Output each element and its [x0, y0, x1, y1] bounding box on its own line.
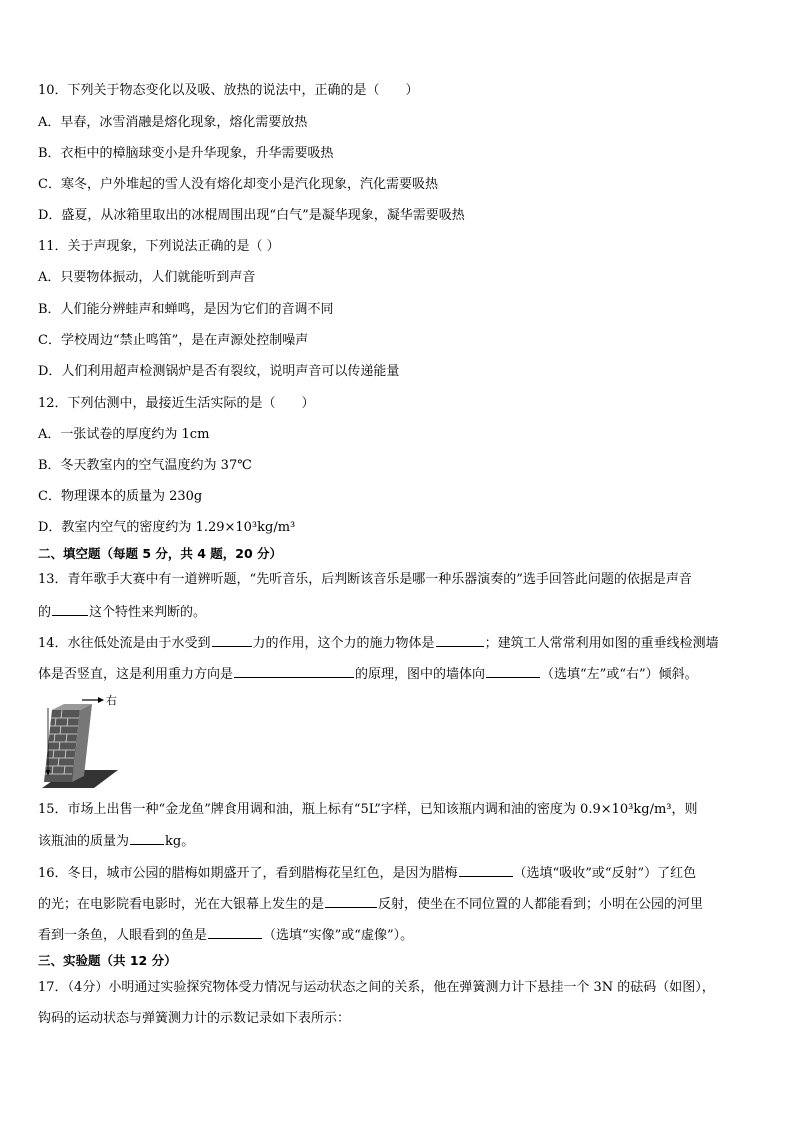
question-17-line-1: 17．（4分）小明通过实验探究物体受力情况与运动状态之间的关系，他在弹簧测力计下悬挂一个 3N 的砝码（如图）， — [38, 980, 715, 995]
question-16-text: 看到一条鱼，人眼看到的鱼是 — [38, 928, 208, 943]
question-12-option-b: B．冬天教室内的空气温度约为 37℃ — [38, 458, 252, 473]
question-16-text: 反射，使坐在不同位置的人都能看到；小明在公园的河里 — [378, 897, 704, 912]
question-16-line-1 — [38, 864, 696, 883]
question-16-text: （选填“实像”或“虚像”）。 — [263, 928, 414, 943]
question-12-option-d: D．教室内空气的密度约为 1.29×10³kg/m³ — [38, 520, 296, 535]
question-12-stem: 12．下列估测中，最接近生活实际的是（ ） — [38, 396, 315, 411]
question-15-text: kg。 — [165, 834, 195, 849]
question-17-line-2: 钩码的运动状态与弹簧测力计的示数记录如下表所示： — [38, 1011, 351, 1026]
answer-blank[interactable] — [212, 634, 252, 647]
answer-blank[interactable] — [459, 864, 513, 877]
answer-blank[interactable] — [130, 832, 164, 845]
question-14-text: 体是否竖直，这是利用重力方向是 — [38, 667, 234, 682]
question-10-option-d: D．盛夏，从冰箱里取出的冰棍周围出现“白气”是凝华现象，凝华需要吸热 — [38, 208, 465, 223]
question-11-option-c: C．学校周边“禁止鸣笛”，是在声源处控制噪声 — [38, 333, 309, 348]
answer-blank[interactable] — [52, 603, 88, 616]
question-11-option-d: D．人们利用超声检测锅炉是否有裂纹，说明声音可以传递能量 — [38, 364, 400, 379]
question-16-line-3 — [38, 926, 413, 945]
question-13-text: 的 — [38, 605, 52, 620]
section-fill-in-heading: 二、填空题（每题 5 分，共 4 题，20 分） — [38, 546, 283, 561]
question-14-text: 的原理，图中的墙体向 — [355, 667, 486, 682]
answer-blank[interactable] — [325, 895, 377, 908]
question-12-option-c: C．物理课本的质量为 230g — [38, 489, 203, 504]
question-11-stem: 11．关于声现象，下列说法正确的是（ ） — [38, 239, 280, 254]
section-experiment-heading: 三、实验题（共 12 分） — [38, 953, 177, 968]
question-14-text: ；建筑工人常常利用如图的重垂线检测墙 — [484, 636, 719, 651]
question-10-option-b: B．衣柜中的樟脑球变小是升华现象，升华需要吸热 — [38, 146, 334, 161]
brick-wall-image — [38, 692, 124, 792]
question-16-text: （选填“吸收”或“反射”）了红色 — [513, 866, 697, 881]
question-13-line-2 — [38, 603, 206, 622]
question-16-text: 的光；在电影院看电影时，光在大银幕上发生的是 — [38, 897, 325, 912]
question-10-stem: 10．下列关于物态变化以及吸、放热的说法中，正确的是（ ） — [38, 83, 419, 98]
question-12-option-a: A．一张试卷的厚度约为 1cm — [38, 427, 210, 442]
question-13-line-1: 13．青年歌手大赛中有一道辨听题，“先听音乐，后判断该音乐是哪一种乐器演奏的”选手回答此问题的依据是声音 — [38, 572, 692, 587]
answer-blank[interactable] — [234, 665, 354, 678]
question-15-text: 该瓶油的质量为 — [38, 834, 130, 849]
question-14-line-1 — [38, 634, 719, 653]
question-15-line-2 — [38, 832, 194, 851]
question-14-text: 力的作用，这个力的施力物体是 — [252, 636, 435, 651]
question-15-line-1: 15．市场上出售一种“金龙鱼”牌食用调和油，瓶上标有“5L”字样，已知该瓶内调和油的密度为 0.9×10³kg/m³，则 — [38, 802, 698, 817]
question-14-line-2 — [38, 665, 698, 684]
answer-blank[interactable] — [436, 634, 484, 647]
question-14-text: 14．水往低处流是由于水受到 — [38, 636, 211, 651]
question-10-option-c: C．寒冬，户外堆起的雪人没有熔化却变小是汽化现象，汽化需要吸热 — [38, 177, 438, 192]
answer-blank[interactable] — [486, 665, 540, 678]
plumb-line-wall-figure — [38, 692, 124, 792]
question-10-option-a: A．早春，冰雪消融是熔化现象，熔化需要放热 — [38, 115, 308, 130]
question-16-line-2 — [38, 895, 703, 914]
question-14-text: （选填“左”或“右”）倾斜。 — [541, 667, 698, 682]
question-13-text: 这个特性来判断的。 — [89, 605, 207, 620]
direction-label: 右 — [106, 694, 117, 707]
question-11-option-b: B．人们能分辨蛙声和蝉鸣，是因为它们的音调不同 — [38, 302, 334, 317]
answer-blank[interactable] — [208, 926, 262, 939]
question-11-option-a: A．只要物体振动，人们就能听到声音 — [38, 270, 256, 285]
question-16-text: 16．冬日，城市公园的腊梅如期盛开了，看到腊梅花呈红色，是因为腊梅 — [38, 866, 458, 881]
